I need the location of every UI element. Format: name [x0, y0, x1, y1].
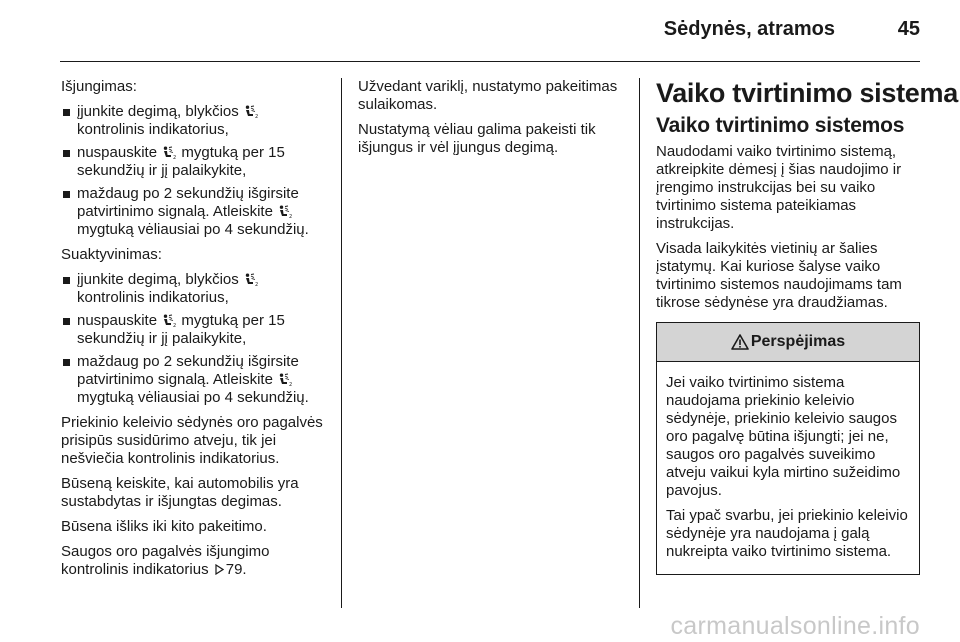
paragraph: Nustatymą vėliau galima pakeisti tik išjungus ir vėl įjungus degimą. [358, 121, 596, 156]
paragraph: Priekinio keleivio sėdynės oro pagalvės prisipūs susidūrimo atveju, tik jei nešviečia kontrolinis indikatorius. [61, 414, 323, 467]
paragraph [61, 543, 333, 579]
step-text: mygtuką per 15 sekundžių ir jį palaikykite, [77, 144, 285, 179]
paragraph: Užvedant variklį, nustatymo pakeitimas sulaikomas. [358, 78, 618, 113]
passenger-seat-airbag-icon [244, 273, 258, 286]
warning-body [657, 362, 919, 574]
activation-label: Suaktyvinimas: [61, 246, 162, 263]
paragraph: Naudodami vaiko tvirtinimo sistemą, atkreipkite dėmesį į šias naudojimo ir įrengimo instrukcijas bei su vaiko tvirtinimo sistema pateikiamas instrukcijas. [656, 143, 902, 232]
activation-steps [61, 271, 333, 407]
paragraph-text: Saugos oro pagalvės išjungimo kontrolinis indikatorius [61, 543, 270, 578]
passenger-seat-airbag-icon [244, 105, 258, 118]
header-title: Sėdynės, atramos [663, 18, 835, 40]
column-divider-2 [639, 78, 640, 608]
paragraph: Būseną keiskite, kai automobilis yra sustabdytas ir išjungtas degimas. [61, 475, 299, 510]
step-text: nuspauskite [77, 312, 158, 329]
step-text: kontrolinis indikatorius, [77, 121, 229, 138]
watermark: carmanualsonline.info [670, 612, 920, 640]
step-text: įjunkite degimą, blykčios [77, 271, 239, 288]
subsection-title: Vaiko tvirtinimo sistemos [656, 114, 905, 137]
warning-paragraph: Tai ypač svarbu, jei priekinio keleivio sėdynėje yra naudojama į galą nukreipta vaiko tvirtinimo sistema. [666, 507, 908, 560]
svg-text:2: 2 [173, 323, 177, 327]
svg-text:2: 2 [173, 155, 177, 159]
warning-triangle-icon [731, 334, 749, 350]
svg-text:2: 2 [254, 282, 258, 286]
step-text: maždaug po 2 sekundžių išgirsite patvirtinimo signalą. Atleiskite [77, 353, 299, 388]
list-item [61, 103, 333, 139]
list-item [61, 312, 333, 348]
step-text: maždaug po 2 sekundžių išgirsite patvirtinimo signalą. Atleiskite [77, 185, 299, 220]
list-item [61, 144, 333, 180]
list-item [61, 271, 333, 307]
step-text: mygtuką vėliausiai po 4 sekundžių. [77, 221, 309, 238]
header-divider [60, 61, 920, 62]
page-reference-icon[interactable] [215, 564, 224, 575]
warning-paragraph: Jei vaiko tvirtinimo sistema naudojama priekinio keleivio sėdynėje, priekinio keleivio saugos oro pagalvę būtina išjungti; jei ne, saugos oro pagalvės suveikimo atveju vaikui kyla mirtino sužeidimo pavojus. [666, 374, 901, 499]
step-text: mygtuką per 15 sekundžių ir jį palaikykite, [77, 312, 285, 347]
passenger-seat-airbag-icon [162, 314, 176, 327]
column-2 [358, 78, 630, 164]
page-number: 45 [897, 18, 920, 40]
step-text: nuspauskite [77, 144, 158, 161]
svg-text:2: 2 [254, 114, 258, 118]
step-text: įjunkite degimą, blykčios [77, 103, 239, 120]
paragraph: Būsena išliks iki kito pakeitimo. [61, 518, 267, 535]
column-divider-1 [341, 78, 342, 608]
step-text: kontrolinis indikatorius, [77, 289, 229, 306]
warning-title: Perspėjimas [750, 333, 846, 350]
passenger-seat-airbag-icon [162, 146, 176, 159]
step-text: mygtuką vėliausiai po 4 sekundžių. [77, 389, 309, 406]
paragraph: Visada laikykitės vietinių ar šalies įstatymų. Kai kuriose šalyse vaiko tvirtinimo sistemos naudojimams tam tikrose sėdynėse yra draudžiamas. [656, 240, 902, 311]
page-reference-link[interactable]: 79. [225, 561, 247, 578]
deactivation-label: Išjungimas: [61, 78, 137, 95]
section-title: Vaiko tvirtinimo sistema [656, 78, 958, 108]
column-3 [656, 78, 958, 575]
deactivation-steps [61, 103, 333, 239]
list-item [61, 353, 333, 407]
column-1 [61, 78, 333, 586]
svg-text:2: 2 [289, 214, 293, 218]
svg-text:2: 2 [289, 382, 293, 386]
passenger-seat-airbag-icon [278, 373, 292, 386]
warning-box [656, 322, 920, 575]
passenger-seat-airbag-icon [278, 205, 292, 218]
list-item [61, 185, 333, 239]
warning-header [657, 323, 919, 362]
